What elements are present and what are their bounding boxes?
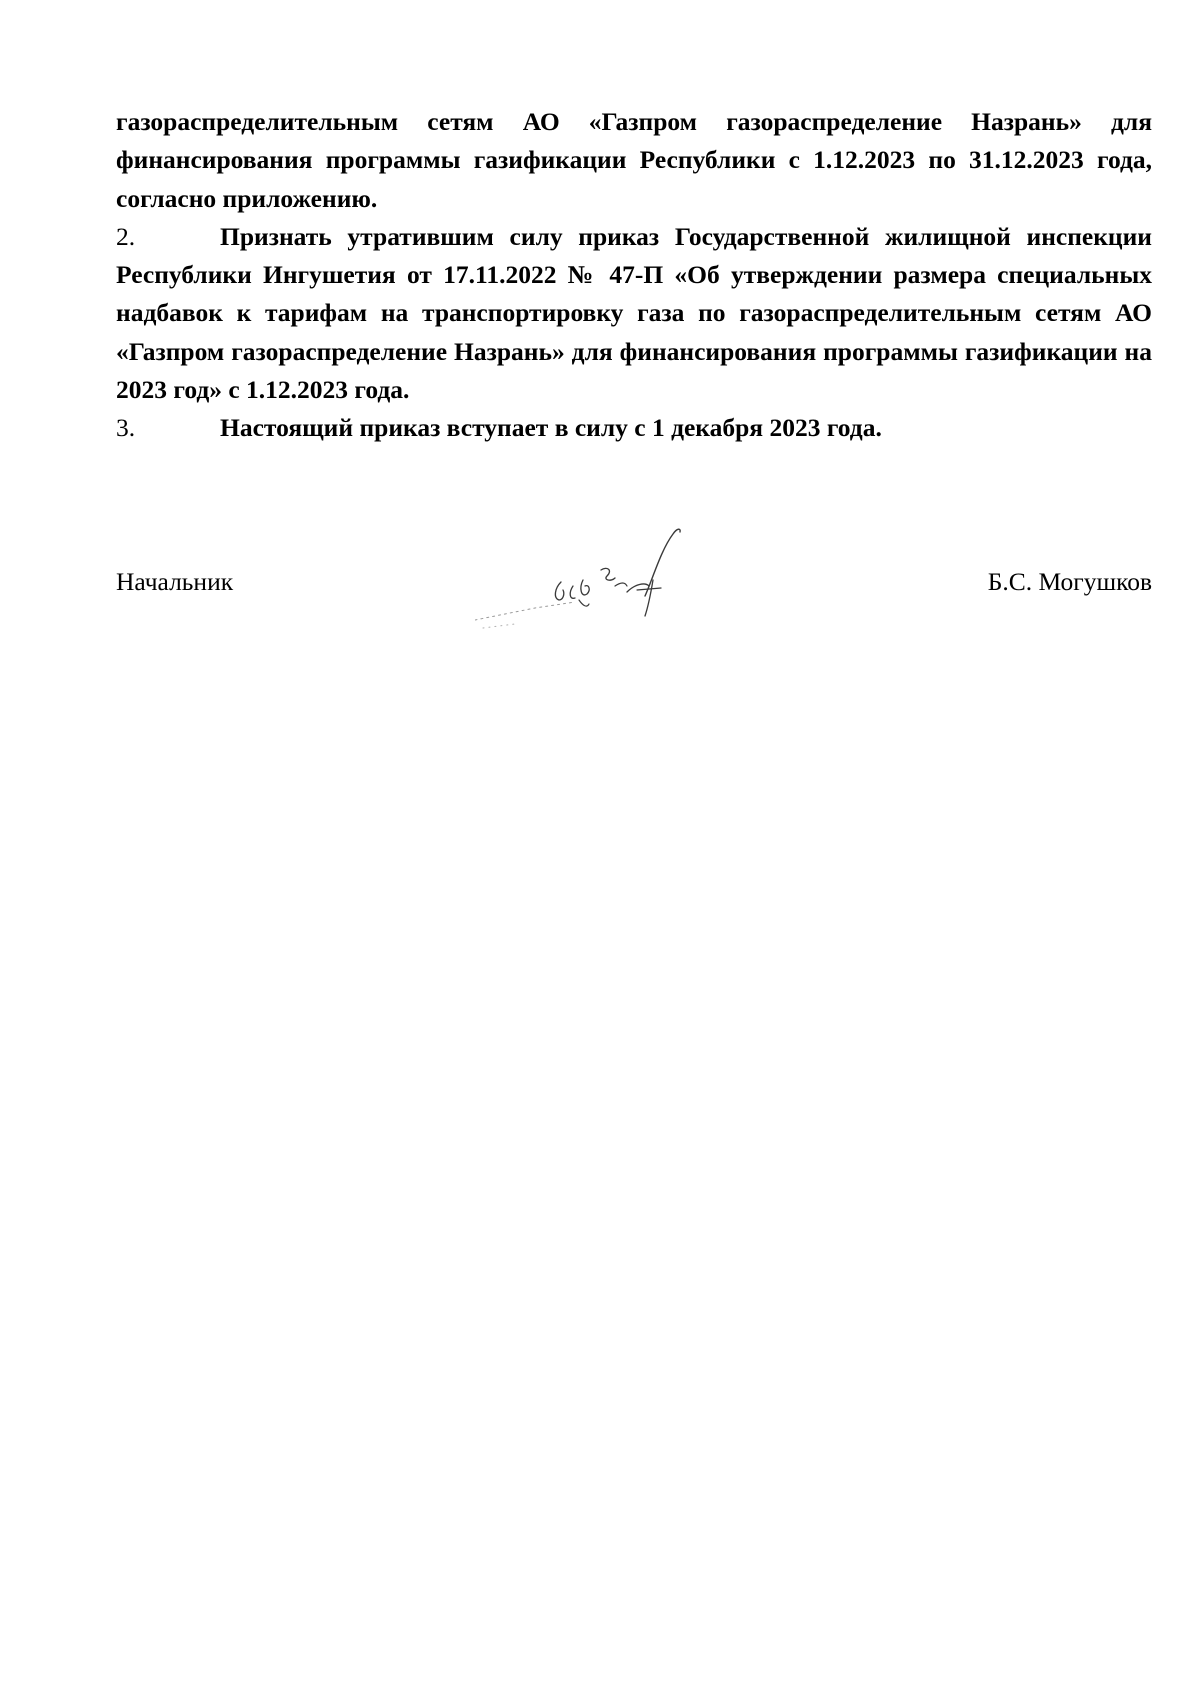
signer-name: Б.С. Могушков <box>987 567 1152 596</box>
list-item-3 <box>116 409 1152 447</box>
list-item-text: Признать утратившим силу приказ Государственной жилищной инспекции Республики Ингушетия от 17.11.2022 № 47-П «Об утверждении размера специальных надбавок к тарифам на транспортировку газа по газораспределительным сетям АО «Газпром газораспределение Назрань» для финансирования программы газификации на 2023 год» с 1.12.2023 года. <box>116 221 1152 405</box>
list-item-2 <box>116 218 1152 409</box>
list-item-number: 3. <box>116 413 136 443</box>
signer-position: Начальник <box>116 567 234 596</box>
list-item-text: Настоящий приказ вступает в силу с 1 декабря 2023 года. <box>220 413 882 443</box>
list-item-number: 2. <box>116 221 136 251</box>
handwritten-signature-icon <box>475 520 745 635</box>
document-body <box>116 103 1152 448</box>
continuation-paragraph: газораспределительным сетям АО «Газпром газораспределение Назрань» для финансирования программы газификации Республики с 1.12.2023 по 31.12.2023 года, согласно приложению. <box>116 107 1152 213</box>
